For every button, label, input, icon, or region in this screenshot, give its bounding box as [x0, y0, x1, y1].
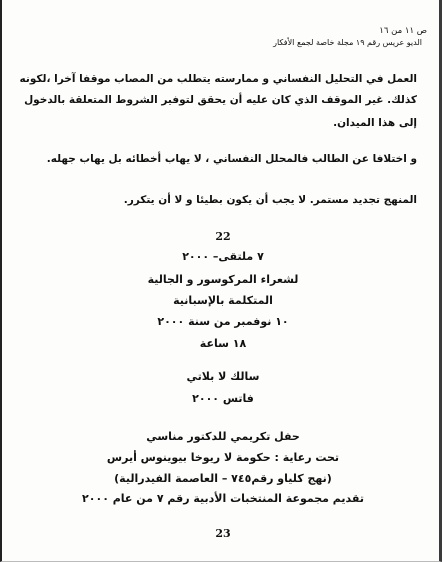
page-counter: ص ١١ من ١٦	[379, 26, 427, 36]
page-number: 23	[215, 527, 231, 540]
paragraph-line: كذلك. غير الموقف الذي كان عليه أن يحقق لتوفير الشروط المتعلقة بالدخول	[24, 94, 417, 106]
section-number: 22	[215, 230, 231, 243]
event-line: ١٠ نوفمبر من سنة ٢٠٠٠	[157, 315, 289, 328]
event-line: المتكلمة بالإسبانية	[173, 294, 273, 307]
event-line: تحت رعاية : حكومة لا ريوخا بيوينوس أيرس	[106, 451, 340, 464]
event-line: (نهج كلياو رقم٧٤٥ – العاصمة الفيدرالية)	[114, 472, 332, 485]
event-line: حفل تكريمي للدكتور مناسي	[146, 430, 300, 443]
event-line: فاتس ٢٠٠٠	[192, 392, 254, 405]
event-line: ١٨ ساعة	[199, 337, 247, 350]
paragraph-line: و اختلافا عن الطالب فالمحلل النفساني ، لا يهاب أخطائه بل يهاب جهله.	[46, 153, 417, 165]
event-line: ٧ ملتقى– ٢٠٠٠	[182, 250, 264, 263]
journal-header: الديو عريس رقم ١٩ مجلة خاصة لجمع الأفكار	[273, 38, 422, 47]
event-line: سالك لا بلاتي	[186, 370, 260, 383]
event-line: تقديم مجموعة المنتخبات الأدبية رقم ٧ من عام ٢٠٠٠	[82, 492, 364, 505]
paragraph-line: العمل في التحليل النفساني و ممارسته يتطلب من المصاب موقفا آخرا ،لكونه	[19, 73, 417, 85]
event-line: لشعراء المركوسور و الجالية	[147, 273, 299, 286]
paragraph-line: المنهج تجديد مستمر. لا يجب أن يكون بطيئا و لا أن يتكرر.	[123, 194, 417, 206]
paragraph-line: إلى هذا الميدان.	[333, 117, 417, 129]
